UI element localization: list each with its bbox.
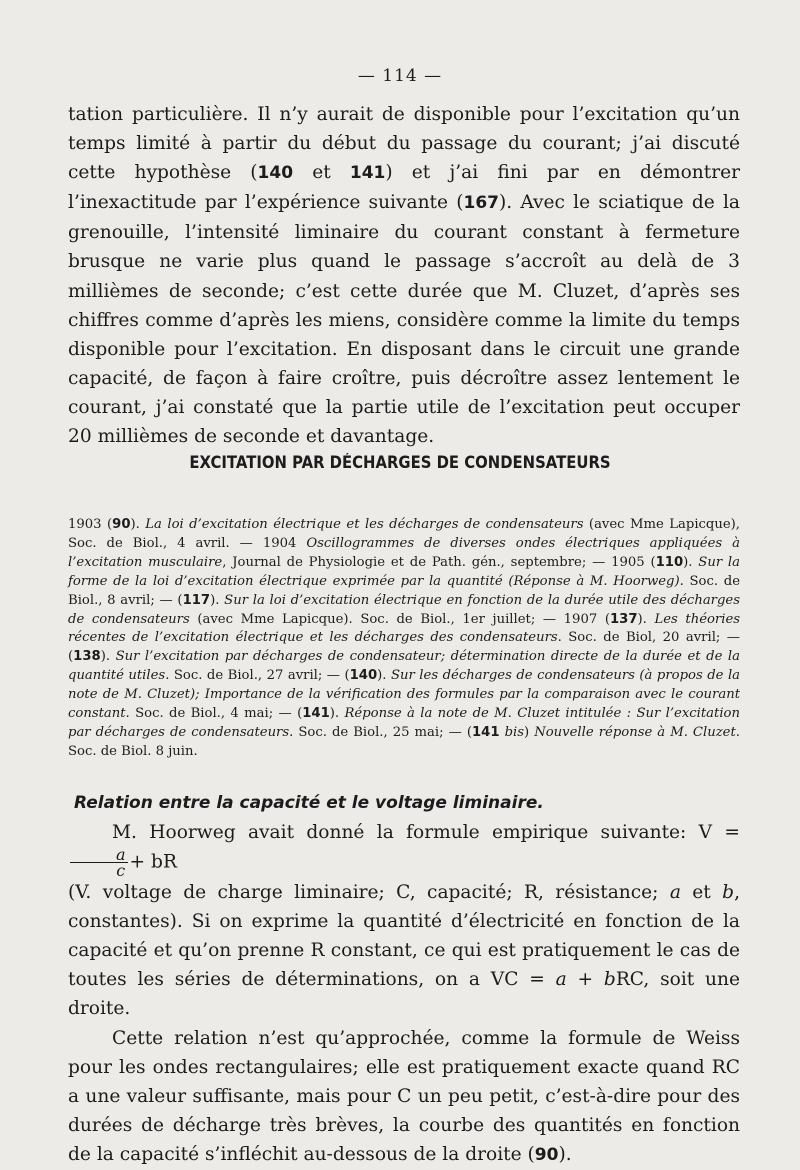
ref-text: ) bbox=[524, 724, 535, 740]
bibliography-block bbox=[68, 516, 740, 762]
text-span: tation particulière. Il n’y aurait de disponible pour l’excitation qu’un temps limité à partir du début du passage du courant; j’ai discuté cette hypothèse ( bbox=[68, 104, 740, 184]
ref-number: 137 bbox=[609, 611, 638, 627]
ref-number: 141 bbox=[472, 724, 500, 740]
ref-number: 167 bbox=[463, 193, 499, 214]
ref-text: 1903 ( bbox=[68, 517, 113, 532]
section-heading: EXCITATION PAR DÉCHARGES DE CONDENSATEURS bbox=[189, 453, 611, 472]
ref-text: . Soc. de Biol., 27 avril; — ( bbox=[165, 668, 350, 684]
ref-text: ). bbox=[683, 554, 699, 570]
ref-number: 90 bbox=[112, 517, 131, 532]
ref-text: ). bbox=[210, 592, 225, 608]
text-span: + bbox=[566, 969, 604, 991]
ref-text: ). bbox=[100, 649, 116, 665]
text-span: (V. voltage de charge liminaire; C, capacité; R, résistance; bbox=[68, 882, 670, 904]
text-span: et bbox=[293, 162, 350, 184]
ref-text: . Soc. de Biol, 20 avril; — ( bbox=[68, 630, 740, 665]
text-span: + bR bbox=[129, 851, 177, 873]
ref-number: 140 bbox=[257, 163, 294, 184]
ref-title: Sur les décharges de condensateurs (à propos de la note de M. Cluzet); Importance de la vérification des formules par la comparaison avec le courant constant bbox=[68, 668, 741, 722]
variable: b bbox=[722, 882, 735, 904]
variable: a bbox=[555, 969, 567, 991]
text-span: M. Hoorweg avait donné la formule empirique suivante: V = bbox=[112, 822, 740, 843]
ref-number: 140 bbox=[349, 668, 378, 684]
page-number: — 114 — bbox=[357, 66, 443, 86]
variable: b bbox=[603, 969, 616, 991]
ref-title: Réponse à la note de M. Cluzet intitulée : Sur l’excitation par décharges de condensateurs bbox=[68, 706, 740, 740]
ref-text: . Soc. de Biol., 4 mai; — ( bbox=[125, 706, 303, 722]
ref-title: Les théories récentes de l’excitation électrique et les décharges des condensateurs bbox=[68, 611, 741, 646]
ref-text: , Journal de Physiologie et de Path. gén., septembre; — 1905 ( bbox=[222, 554, 656, 570]
paragraph-1 bbox=[68, 100, 740, 451]
paragraph-conclusion bbox=[68, 1024, 740, 1170]
ref-number: 90 bbox=[534, 1144, 559, 1165]
ref-text: ). bbox=[637, 611, 655, 627]
ref-text: . Soc. de Biol. 8 juin. bbox=[68, 724, 740, 759]
ref-text: (avec Mme Lapicque), Soc. de Biol., 4 avril. — 1904 bbox=[68, 517, 741, 551]
ref-title: bis bbox=[504, 724, 525, 740]
text-span: Cette relation n’est qu’approchée, comme la formule de Weiss pour les ondes rectangulaires; elle est pratiquement exacte quand RC a une valeur suffisante, mais pour C un peu petit, c’est-à-dire pour des durées de décharge très brèves, la courbe des quantités en fonction de la capacité s’infléchit au-dessous de la droite ( bbox=[68, 1027, 740, 1165]
ref-number: 141 bbox=[302, 706, 330, 722]
ref-title: Sur la forme de la loi d’excitation électrique exprimée par la quantité (Réponse à M. Hoorweg) bbox=[68, 554, 741, 589]
ref-text: ). bbox=[329, 706, 345, 722]
ref-text: (avec Mme Lapicque). Soc. de Biol., 1er juillet; — 1907 ( bbox=[189, 611, 610, 627]
fraction-numerator: a bbox=[70, 847, 128, 863]
paragraph-definitions bbox=[68, 878, 740, 1023]
ref-number: 138 bbox=[73, 649, 101, 665]
paragraph-formula bbox=[68, 818, 740, 881]
text-span: RC, soit une droite. bbox=[68, 969, 740, 1020]
fraction bbox=[70, 845, 128, 881]
ref-number: 141 bbox=[349, 163, 386, 184]
ref-title: Sur la loi d’excitation électrique en fonction de la durée utile des décharges de condensateurs bbox=[68, 592, 740, 627]
ref-title: Oscillogrammes de diverses ondes électriques appliquées à l’excitation musculaire bbox=[68, 535, 740, 570]
paragraph-formula-block bbox=[68, 818, 740, 1170]
text-span: , constantes). Si on exprime la quantité d’électricité en fonction de la capacité et qu’on prenne R constant, ce qui est pratiquement le cas de toutes les séries de déterminations, on a VC = bbox=[68, 882, 740, 991]
text-span: ) et j’ai fini par en démontrer l’inexactitude par l’expérience suivante ( bbox=[68, 162, 740, 214]
ref-text: . Soc. de Biol., 8 avril; — ( bbox=[68, 573, 741, 608]
text-span: et bbox=[680, 882, 723, 904]
paragraph-intro bbox=[68, 100, 740, 451]
ref-title: Nouvelle réponse à M. Cluzet bbox=[534, 724, 736, 740]
ref-text: . Soc. de Biol., 25 mai; — ( bbox=[289, 724, 472, 740]
variable: a bbox=[669, 882, 681, 904]
text-span: ). bbox=[558, 1143, 572, 1165]
ref-text: ). bbox=[377, 668, 391, 684]
fraction-denominator: c bbox=[116, 861, 126, 881]
subsection-heading: Relation entre la capacité et le voltage liminaire. bbox=[74, 793, 544, 813]
ref-title: Sur l’excitation par décharges de condensateur; détermination directe de la durée et de la quantité utiles bbox=[68, 649, 740, 684]
ref-number: 110 bbox=[655, 554, 684, 570]
ref-title: La loi d’excitation électrique et les décharges de condensateurs bbox=[145, 517, 584, 532]
text-span: ). Avec le sciatique de la grenouille, l’intensité liminaire du courant constant à fermeture brusque ne varie plus quand le passage s’accroît au delà de 3 millièmes de seconde; c’est cette durée que M. Cluzet, d’après ses chiffres comme d’après les miens, considère comme la limite du temps disponible pour l’excitation. En disposant dans le circuit une grande capacité, de façon à faire croître, puis décroître assez lentement le courant, j’ai constaté que la partie utile de l’excitation peut occuper 20 millièmes de seconde et davantage. bbox=[68, 192, 740, 448]
ref-number: 117 bbox=[182, 592, 211, 608]
ref-text: ). bbox=[130, 517, 146, 532]
